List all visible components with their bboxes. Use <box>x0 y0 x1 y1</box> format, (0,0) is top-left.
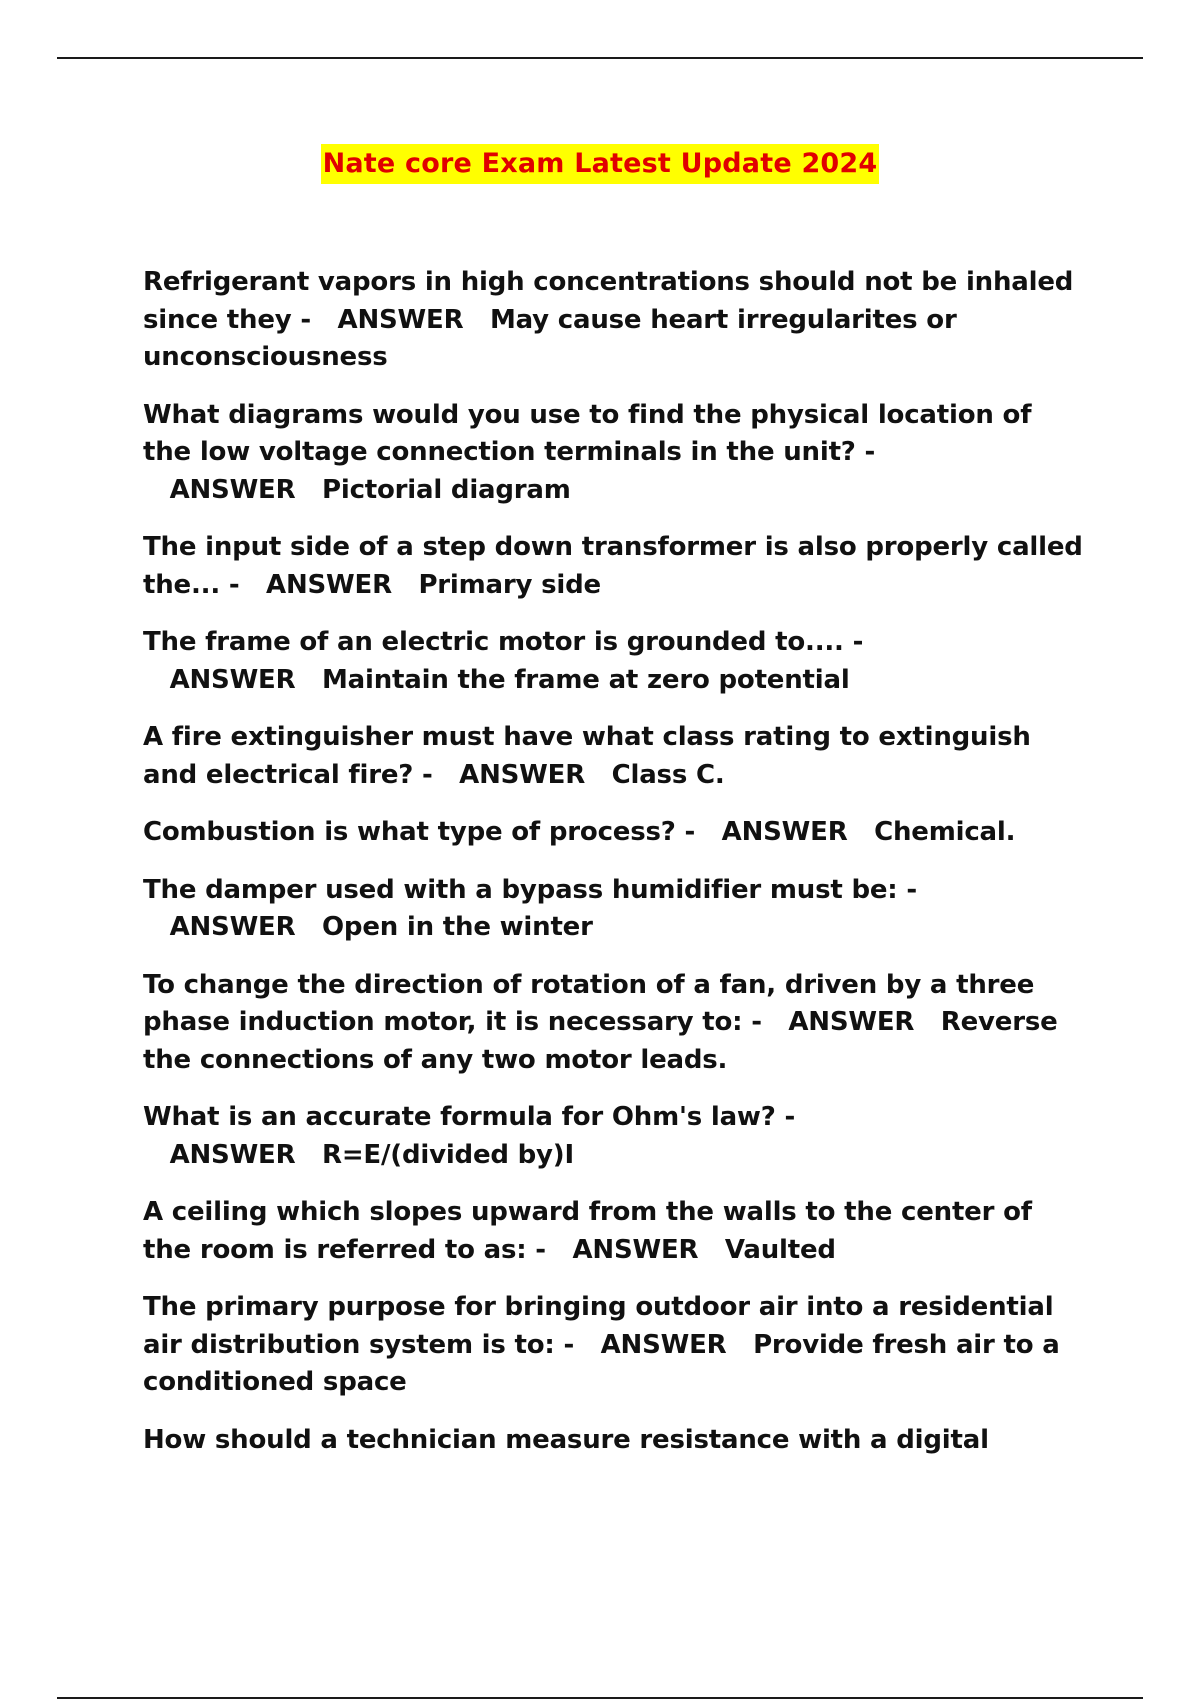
answer-text: Chemical. <box>874 817 1016 847</box>
document-title: Nate core Exam Latest Update 2024 <box>321 144 880 184</box>
title-container <box>0 144 1200 184</box>
answer-text: Maintain the frame at zero potential <box>322 664 850 695</box>
bottom-rule <box>57 1697 1143 1699</box>
answer-label: ANSWER <box>169 1139 296 1170</box>
question-text: Refrigerant vapors in high concentrations should not be inhaled since they - <box>143 267 1074 335</box>
qa-list <box>143 264 1088 1479</box>
qa-item <box>143 814 1088 852</box>
question-text: The input side of a step down transformer is also properly called the... - <box>143 532 1083 600</box>
answer-text: Open in the winter <box>322 912 593 942</box>
answer-text: Pictorial diagram <box>322 474 571 505</box>
answer-label: ANSWER <box>169 474 296 505</box>
question-text: A fire extinguisher must have what class rating to extinguish and electrical fire? - <box>143 722 1031 790</box>
qa-item <box>143 397 1088 510</box>
question-text: The primary purpose for bringing outdoor air into a residential air distribution system is to: - <box>143 1292 1054 1360</box>
answer-label: ANSWER <box>169 912 296 942</box>
qa-item <box>143 967 1088 1080</box>
qa-item <box>143 1099 1088 1174</box>
answer-label: ANSWER <box>600 1329 727 1360</box>
answer-text: Reverse the connections of any two motor leads. <box>143 1007 1058 1075</box>
answer-text: Class C. <box>611 759 725 790</box>
qa-item <box>143 1194 1088 1269</box>
qa-item <box>143 872 1088 947</box>
answer-text: May cause heart irregularites or unconsciousness <box>143 304 957 372</box>
answer-label: ANSWER <box>788 1007 915 1037</box>
qa-item <box>143 264 1088 377</box>
question-text: The frame of an electric motor is grounded to.... - <box>143 627 864 657</box>
answer-label: ANSWER <box>266 569 392 600</box>
answer-text: Provide fresh air to a conditioned space <box>143 1329 1060 1397</box>
answer-label: ANSWER <box>721 817 848 847</box>
question-text: A ceiling which slopes upward from the walls to the center of the room is referred to as: - <box>143 1197 1032 1265</box>
qa-item <box>143 624 1088 699</box>
question-text: To change the direction of rotation of a fan, driven by a three phase induction motor, it is necessary to: - <box>143 969 1035 1037</box>
qa-item <box>143 529 1088 604</box>
question-text: What is an accurate formula for Ohm's law? - <box>143 1102 796 1132</box>
answer-text: R=E/(divided by)I <box>322 1139 574 1170</box>
question-text: The damper used with a bypass humidifier must be: - <box>143 874 917 905</box>
answer-label: ANSWER <box>337 304 464 335</box>
answer-label: ANSWER <box>459 759 586 790</box>
answer-label: ANSWER <box>572 1234 699 1265</box>
question-text: Combustion is what type of process? - <box>143 817 696 847</box>
qa-item-partial <box>143 1422 1088 1460</box>
top-rule <box>57 57 1143 59</box>
question-text: What diagrams would you use to find the physical location of the low voltage connection terminals in the unit? - <box>143 399 1032 467</box>
question-text: How should a technician measure resistance with a digital <box>143 1424 989 1455</box>
answer-text: Primary side <box>418 569 601 600</box>
answer-label: ANSWER <box>169 664 296 695</box>
answer-text: Vaulted <box>724 1234 836 1265</box>
qa-item <box>143 719 1088 794</box>
qa-item <box>143 1289 1088 1402</box>
